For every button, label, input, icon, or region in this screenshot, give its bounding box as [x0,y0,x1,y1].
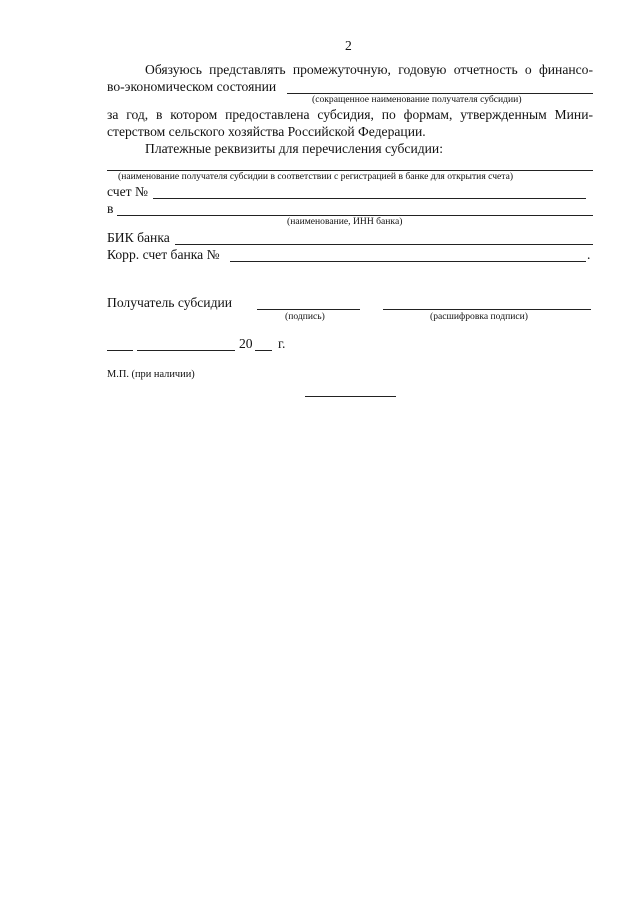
corr-account-field[interactable] [230,261,586,262]
paragraph-1-line-1: Обязуюсь представлять промежуточную, годовую отчетность о финансо- [145,62,593,77]
signature-field[interactable] [257,309,360,310]
page-number: 2 [345,38,352,53]
signature-decoding-hint: (расшифровка подписи) [430,311,528,322]
recipient-full-name-hint: (наименование получателя субсидии в соответствии с регистрацией в банке для открытия счета) [118,171,514,182]
recipient-short-name-hint: (сокращенное наименование получателя субсидии) [312,94,522,105]
date-year-field[interactable] [255,350,272,351]
paragraph-1-line-4: стерством сельского хозяйства Российской Федерации. [107,124,426,139]
corr-account-label: Корр. счет банка № [107,247,220,262]
paragraph-1-line-3: за год, в котором предоставлена субсидия, по формам, утвержденным Мини- [107,107,593,122]
account-label: счет № [107,184,148,199]
date-year-suffix: г. [278,336,286,351]
bank-name-hint: (наименование, ИНН банка) [287,216,403,227]
signature-decoding-field[interactable] [383,309,591,310]
recipient-signature-label: Получатель субсидии [107,295,233,310]
date-month-field[interactable] [137,350,235,351]
account-number-field[interactable] [153,198,586,199]
payment-details-title: Платежные реквизиты для перечисления субсидии: [145,141,443,156]
bik-label: БИК банка [107,230,170,245]
bank-in-label: в [107,201,114,216]
signature-hint: (подпись) [285,311,325,322]
stamp-label: М.П. (при наличии) [107,369,195,380]
date-year-prefix: 20 [239,336,253,351]
bottom-divider [305,396,396,397]
date-day-field[interactable] [107,350,133,351]
bik-field[interactable] [175,244,593,245]
corr-account-end: . [587,247,591,262]
paragraph-1-line-2: во-экономическом состоянии [107,79,277,94]
